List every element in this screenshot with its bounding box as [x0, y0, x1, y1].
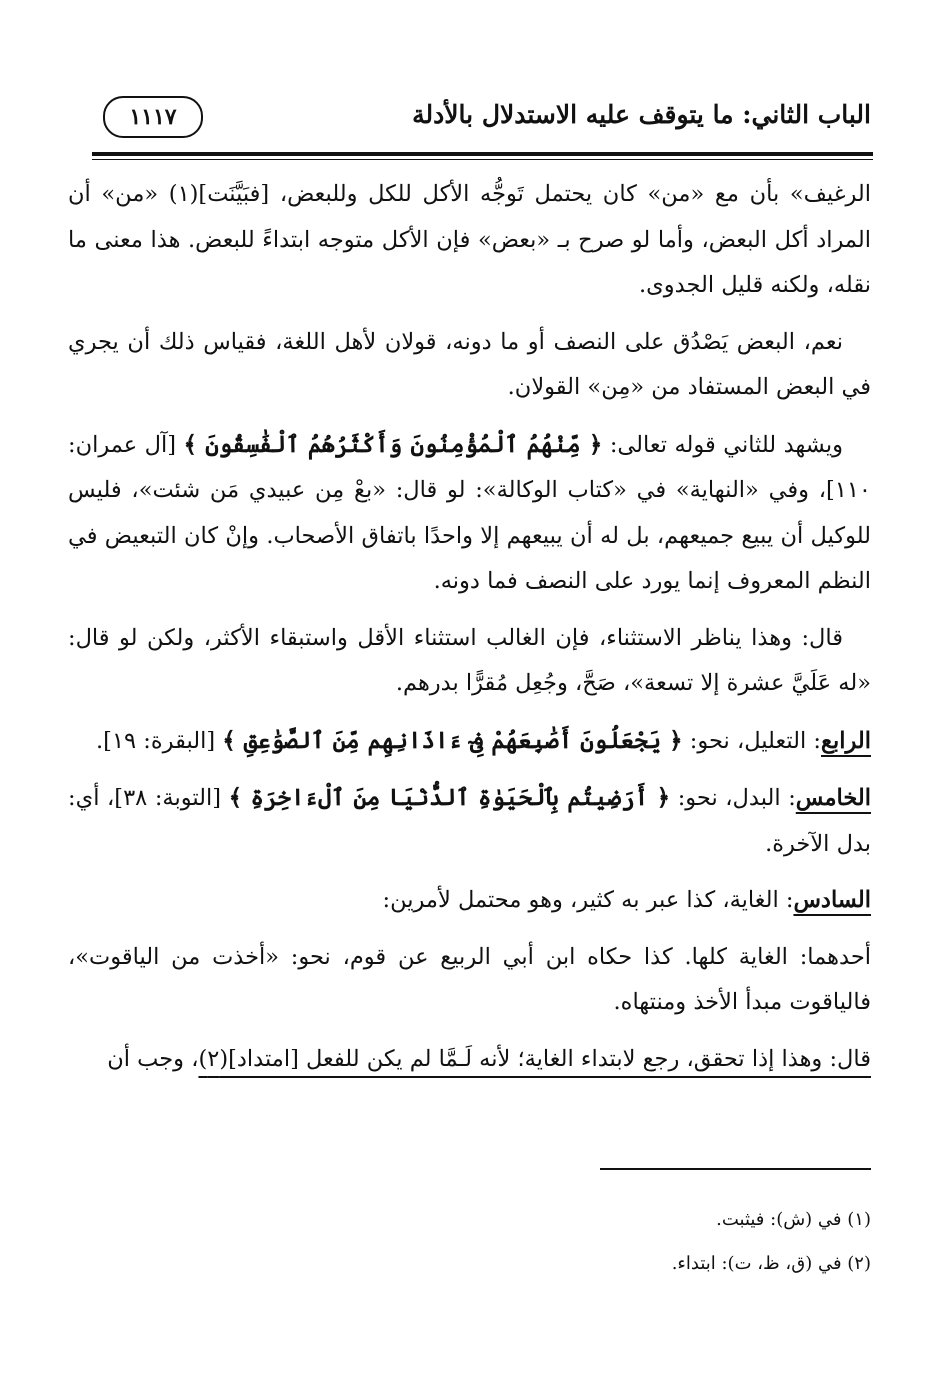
verse-citation: [البقرة: ١٩]. [96, 727, 223, 754]
header-rule-thin [92, 159, 873, 160]
page-header [95, 92, 871, 152]
paragraph-7 [68, 878, 871, 924]
paragraph-9-underlined: قال: وهذا إذا تحقق، رجع لابتداء الغاية؛ لأنه لَـمَّا لم يكن للفعل [امتداد](٢) [198, 1045, 871, 1072]
paragraph-1: الرغيف» بأن مع «من» كان يحتمل تَوجُّه الأكل للكل وللبعض، [فبَيَّنَت](١) «من» أن المراد أكل البعض، وأما لو صرح بـ «بعض» فإن الأكل متوجه ابتداءً للبعض. هذا معنى ما نقله، ولكنه قليل الجدوى. [68, 181, 871, 298]
footnote-separator [600, 1168, 871, 1170]
paragraph-5 [68, 718, 871, 765]
page-number: ١١١٧ [103, 96, 203, 138]
paragraph-4: قال: وهذا يناظر الاستثناء، فإن الغالب استثناء الأقل واستبقاء الأكثر، ولكن لو قال: «له عَلَيَّ عشرة إلا تسعة»، صَحَّ، وجُعِل مُقرًّا بدرهم. [68, 624, 871, 696]
quran-verse: ﴿ يَجْعَلُونَ أَصَٰبِعَهُمْ فِىٓ ءَاذَانِهِم مِّنَ ٱلصَّوَٰعِقِ ﴾ [222, 726, 683, 754]
header-rule-thick [92, 152, 873, 156]
section-term-fourth: الرابع [820, 727, 871, 754]
section-term-sixth: السادس [793, 887, 871, 913]
paragraph-3-rest: [آل عمران: ١١٠]، وفي «النهاية» في «كتاب الوكالة»: لو قال: «بعْ مِن عبيدي مَن شئت»، فليس للوكيل أن يبيع جميعهم، بل له أن يبيعهم إلا واحدًا باتفاق الأصحاب. وإنْ كان التبعيض في النظم المعروف إنما يورد على النصف فما دونه. [68, 431, 871, 594]
paragraph-9 [68, 1037, 871, 1083]
paragraph-6-rest: [التوبة: ٣٨]، أي: بدل الآخرة. [68, 785, 871, 857]
footnote-2: (٢) في (ق، ظ، ت): ابتداء. [671, 1253, 871, 1274]
main-text [68, 172, 871, 1093]
running-title: الباب الثاني: ما يتوقف عليه الاستدلال بالأدلة [412, 100, 871, 129]
paragraph-7-rest: : الغاية، كذا عبر به كثير، وهو محتمل لأمرين: [382, 887, 794, 913]
quran-verse: ﴿ مِّنْهُمُ ٱلْمُؤْمِنُونَ وَأَكْثَرُهُمُ ٱلْفَٰسِقُونَ ﴾ [183, 430, 603, 458]
paragraph-6 [68, 775, 871, 867]
paragraph-2: نعم، البعض يَصْدُق على النصف أو ما دونه، قولان لأهل اللغة، فقياس ذلك أن يجري في البعض المستفاد من «مِن» القولان. [68, 328, 871, 400]
footnote-1: (١) في (ش): فيثبت. [716, 1209, 871, 1230]
section-term-fifth: الخامس [795, 785, 872, 811]
footnotes [68, 1198, 871, 1286]
paragraph-9-rest: ، وجب أن [107, 1045, 199, 1072]
paragraph-3 [68, 422, 871, 605]
paragraph-3-intro: ويشهد للثاني قوله تعالى: [602, 431, 843, 458]
quran-verse: ﴿ أَرَضِيتُم بِٱلْحَيَوٰةِ ٱلدُّنْيَا مِنَ ٱلْءَاخِرَةِ ﴾ [228, 784, 671, 811]
paragraph-5-intro: : التعليل، نحو: [682, 727, 821, 754]
paragraph-6-intro: : البدل، نحو: [670, 785, 796, 811]
paragraph-8: أحدهما: الغاية كلها. كذا حكاه ابن أبي الربيع عن قوم، نحو: «أخذت من الياقوت»، فالياقوت مبدأ الأخذ ومنتهاه. [68, 943, 871, 1015]
